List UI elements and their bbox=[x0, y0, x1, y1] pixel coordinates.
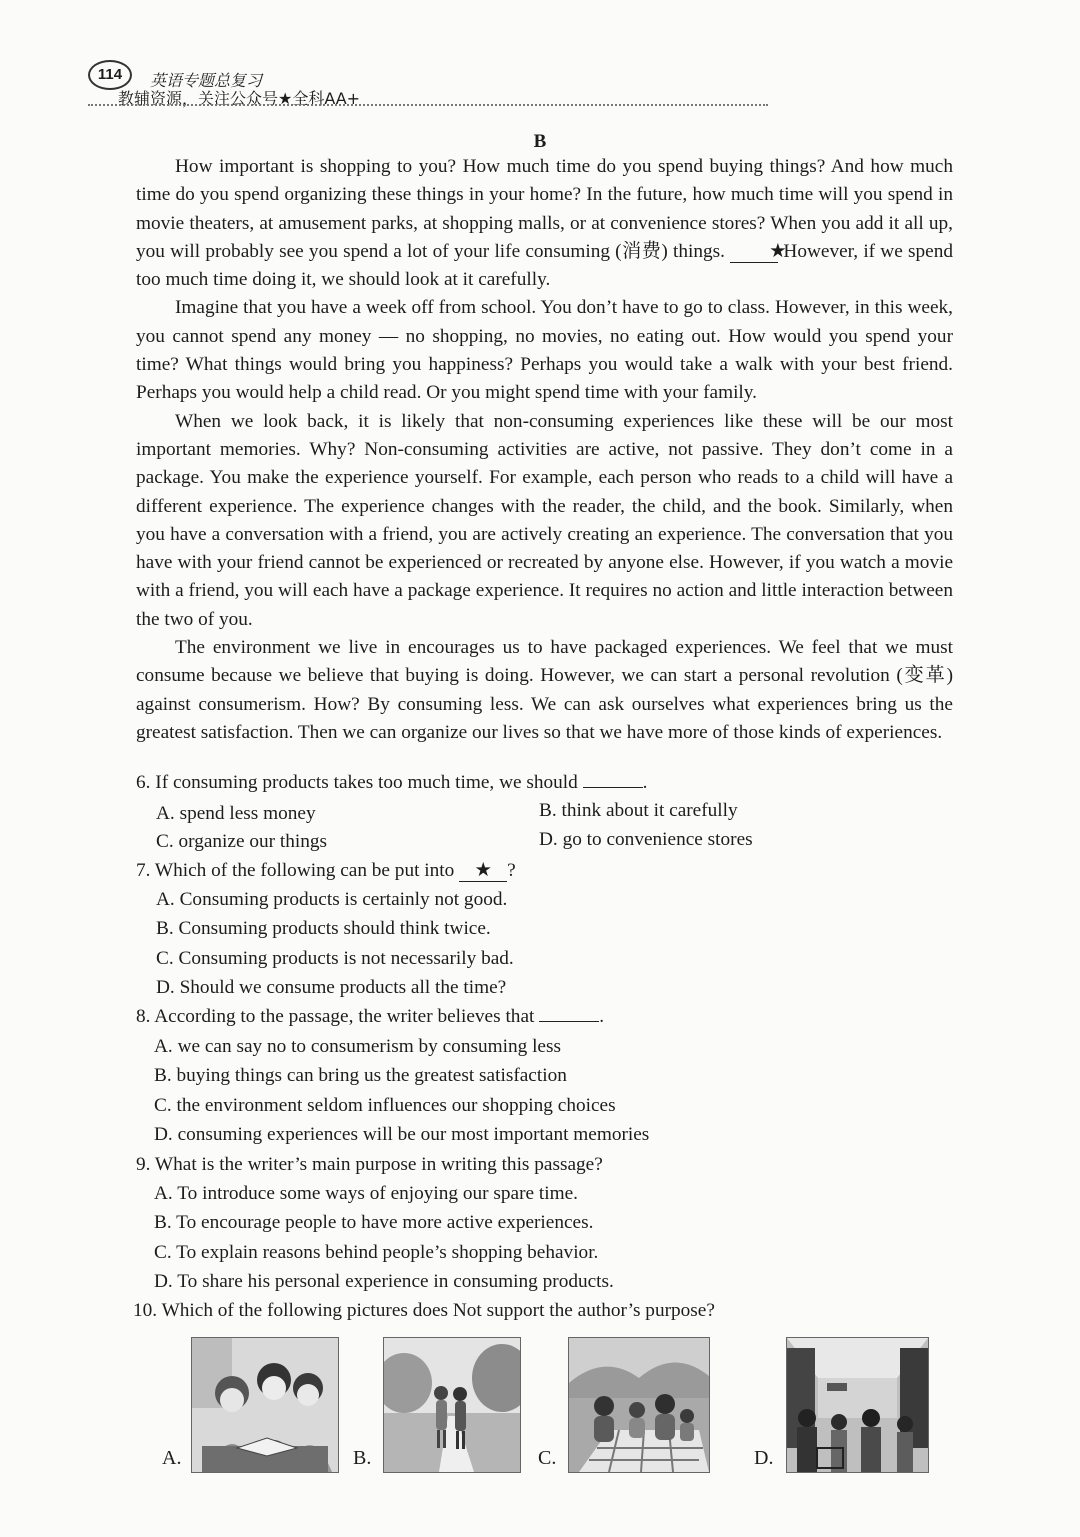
family-picnic-image bbox=[569, 1338, 709, 1472]
q8-option-c[interactable]: C. the environment seldom influences our shopping choices bbox=[154, 1095, 616, 1116]
watermark-text: 教辅资源，关注公众号★全科AA+ bbox=[118, 89, 361, 108]
q8-option-d[interactable]: D. consuming experiences will be our most important memories bbox=[154, 1124, 650, 1145]
picture-d[interactable] bbox=[786, 1337, 929, 1473]
paragraph-3: When we look back, it is likely that non-consuming experiences like these will be our most important memories. Why? Non-consuming activities are active, not passive. They don’t come in a package. You make the experience yourself. For example, each person who reads to a child will have a different experience. The experience changes with the reader, the child, and the book. Similarly, when you have a conversation with a friend, you are actively creating an experience. The conversation that you have with your friend cannot be experienced or recreated by anyone else. However, if you watch a movie with a friend, you will each have a package experience. It requires no action and little interaction between the two of you. bbox=[136, 410, 953, 630]
paragraph-1-text: How important is shopping to you? How much time do you spend buying things? And how much time do you spend organizing these things in your home? In the future, how much time will you spend in movie theaters, at amusement parks, at shopping malls, or at convenience stores? When you add it all up, you will probably see you spend a lot of your life consuming (消费) things. bbox=[136, 156, 953, 262]
question-10-stem: 10. Which of the following pictures does Not support the author’s purpose? bbox=[133, 1300, 715, 1321]
q9-option-d[interactable]: D. To share his personal experience in consuming products. bbox=[154, 1271, 614, 1292]
q7-option-a[interactable]: A. Consuming products is certainly not good. bbox=[156, 889, 508, 910]
students-reading-image bbox=[192, 1338, 338, 1472]
shopping-mall-image bbox=[787, 1338, 928, 1472]
q9-option-b[interactable]: B. To encourage people to have more active experiences. bbox=[154, 1212, 594, 1233]
q8-option-b[interactable]: B. buying things can bring us the greatest satisfaction bbox=[154, 1065, 567, 1086]
answer-blank bbox=[539, 1021, 599, 1022]
q7-option-b[interactable]: B. Consuming products should think twice. bbox=[156, 918, 491, 939]
picture-c-label: C. bbox=[538, 1447, 557, 1469]
q7-option-c[interactable]: C. Consuming products is not necessarily bad. bbox=[156, 948, 514, 969]
q9-option-c[interactable]: C. To explain reasons behind people’s shopping behavior. bbox=[154, 1242, 599, 1263]
book-title: 英语专题总复习 bbox=[150, 71, 263, 90]
star-blank: ★ bbox=[730, 242, 778, 263]
paragraph-4: The environment we live in encourages us to have packaged experiences. We feel that we must consume because we believe that buying is doing. However, we can start a personal revolution (变革) against consumerism. How? By consuming less. We can ask ourselves what experiences bring us the greatest satisfaction. Then we can organize our lives so that we have more of those kinds of experiences. bbox=[136, 637, 953, 743]
q9-option-a[interactable]: A. To introduce some ways of enjoying our spare time. bbox=[154, 1183, 578, 1204]
star-blank-ref: ★ bbox=[459, 861, 507, 882]
page-number: 114 bbox=[88, 60, 132, 90]
picture-a[interactable] bbox=[191, 1337, 339, 1473]
answer-blank bbox=[583, 787, 643, 788]
q6-option-b[interactable]: B. think about it carefully bbox=[539, 800, 738, 821]
picture-d-label: D. bbox=[754, 1447, 774, 1469]
q6-option-c[interactable]: C. organize our things bbox=[156, 831, 328, 852]
q8-option-a[interactable]: A. we can say no to consumerism by consuming less bbox=[154, 1036, 561, 1057]
paragraph-1-tail: However, if we spend too much time doing it, we should look at it carefully. bbox=[136, 240, 953, 291]
question-8-stem: 8. According to the passage, the writer believes that . bbox=[136, 1006, 605, 1027]
page-header bbox=[88, 56, 768, 108]
picture-c[interactable] bbox=[568, 1337, 710, 1473]
question-9-stem: 9. What is the writer’s main purpose in writing this passage? bbox=[136, 1154, 603, 1175]
q6-option-d[interactable]: D. go to convenience stores bbox=[539, 829, 753, 850]
picture-b[interactable] bbox=[383, 1337, 521, 1473]
paragraph-1 bbox=[136, 153, 953, 294]
picture-b-label: B. bbox=[353, 1447, 372, 1469]
friends-walking-image bbox=[384, 1338, 520, 1472]
question-6-stem: 6. If consuming products takes too much time, we should . bbox=[136, 772, 648, 793]
paragraph-2: Imagine that you have a week off from school. You don’t have to go to class. However, in this week, you cannot spend any money — no shopping, no movies, no eating out. How would you spend your time? What things would bring you happiness? Perhaps you would take a walk with your best friend. Perhaps you would help a child read. Or you might spend time with your family. bbox=[136, 297, 953, 404]
q7-option-d[interactable]: D. Should we consume products all the time? bbox=[156, 977, 507, 998]
question-7-stem: 7. Which of the following can be put into ★ ? bbox=[136, 860, 516, 881]
picture-a-label: A. bbox=[162, 1447, 182, 1469]
section-label: B bbox=[533, 131, 547, 152]
reading-passage bbox=[136, 153, 953, 747]
header-divider bbox=[88, 104, 768, 106]
q6-option-a[interactable]: A. spend less money bbox=[156, 803, 316, 824]
